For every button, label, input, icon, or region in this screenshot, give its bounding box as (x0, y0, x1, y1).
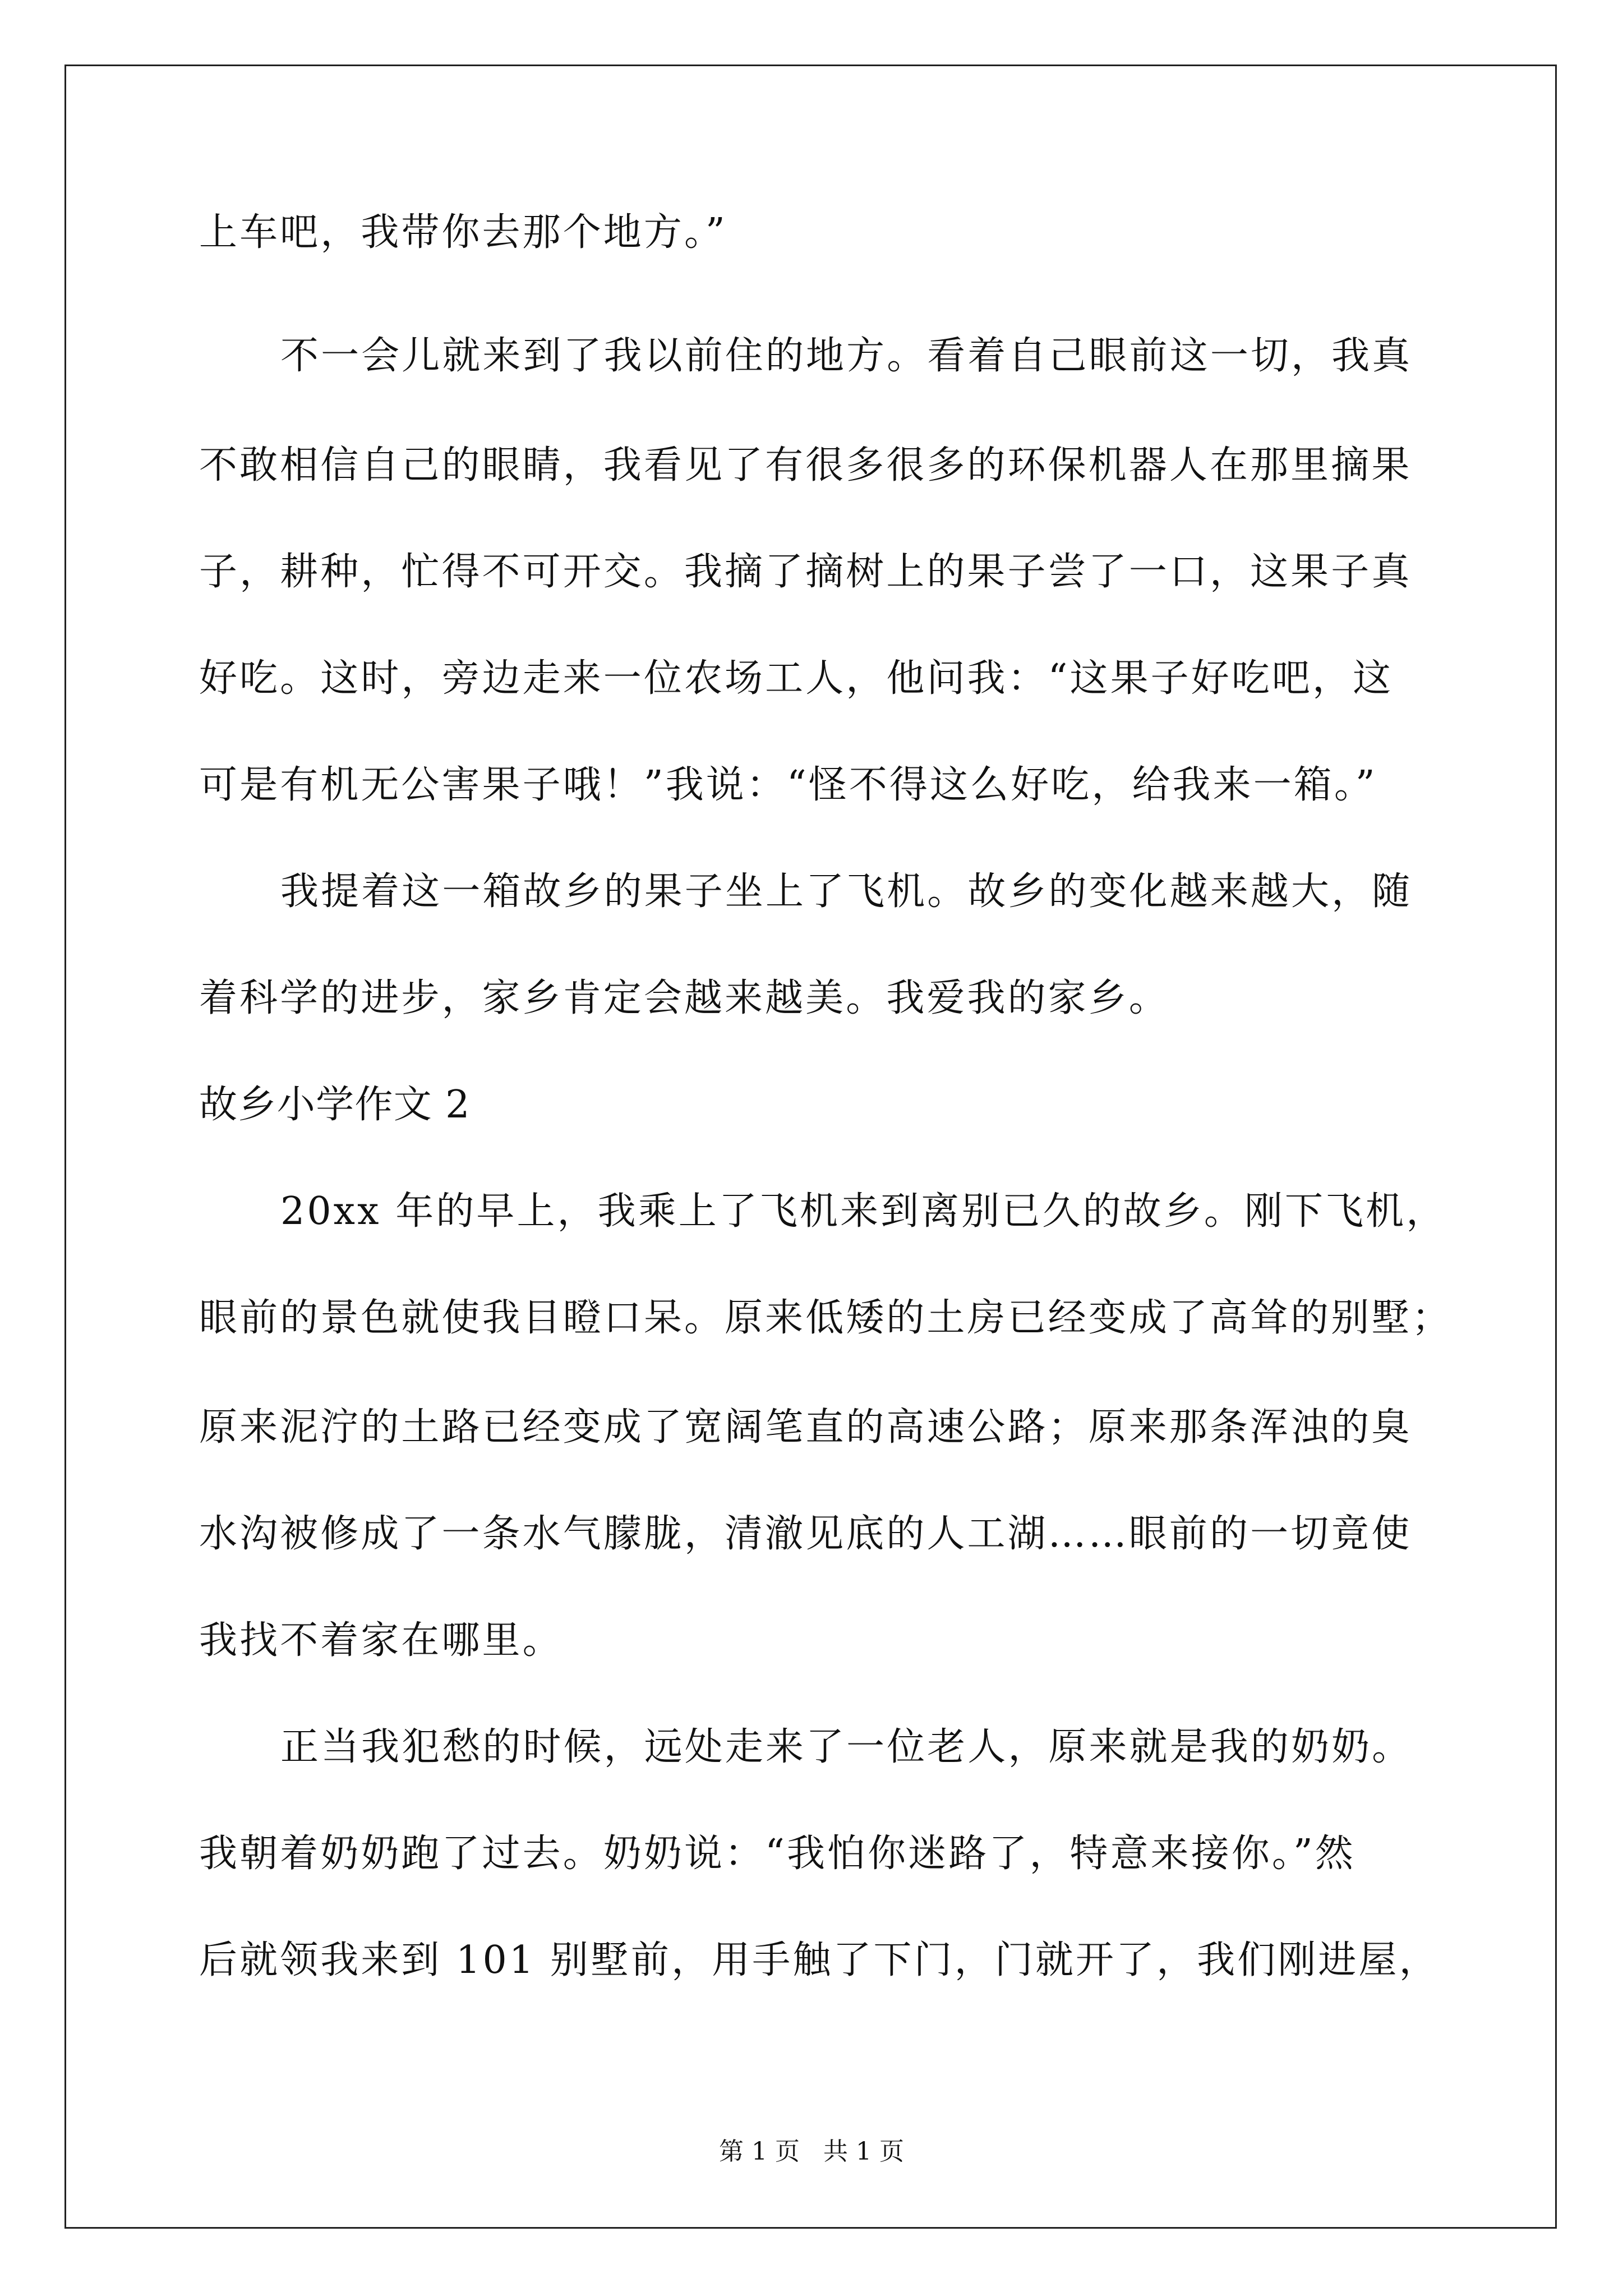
paragraph-line: 我提着这一箱故乡的果子坐上了飞机。故乡的变化越来越大，随 (280, 869, 1413, 914)
section-heading: 故乡小学作文 2 (199, 1083, 471, 1127)
paragraph-line: 着科学的进步，家乡肯定会越来越美。我爱我的家乡。 (199, 976, 1169, 1020)
paragraph-line: 我找不着家在哪里。 (199, 1618, 563, 1663)
paragraph-line: 眼前的景色就使我目瞪口呆。原来低矮的土房已经变成了高耸的别墅； (199, 1296, 1453, 1340)
paragraph-line: 水沟被修成了一条水气朦胧，清澈见底的人工湖……眼前的一切竟使 (199, 1512, 1412, 1556)
paragraph-line: 20xx 年的早上，我乘上了飞机来到离别已久的故乡。刚下飞机， (280, 1189, 1447, 1234)
paragraph-line: 不敢相信自己的眼睛，我看见了有很多很多的环保机器人在那里摘果 (199, 443, 1412, 487)
paragraph-line: 好吃。这时，旁边走来一位农场工人，他问我：“这果子好吃吧，这 (199, 656, 1394, 701)
page-footer: 第 1 页 共 1 页 (719, 2137, 904, 2166)
page-border (64, 65, 1557, 2229)
paragraph-line: 不一会儿就来到了我以前住的地方。看着自己眼前这一切，我真 (280, 334, 1413, 378)
paragraph-line: 可是有机无公害果子哦！”我说：“怪不得这么好吃，给我来一箱。” (199, 763, 1377, 807)
paragraph-line: 后就领我来到 101 别墅前，用手触了下门，门就开了，我们刚进屋， (199, 1938, 1440, 1982)
paragraph-line: 子，耕种，忙得不可开交。我摘了摘树上的果子尝了一口，这果子真 (199, 550, 1412, 594)
paragraph-line: 我朝着奶奶跑了过去。奶奶说：“我怕你迷路了，特意来接你。”然 (199, 1832, 1355, 1876)
paragraph-line: 上车吧，我带你去那个地方。” (199, 210, 727, 255)
paragraph-line: 正当我犯愁的时候，远处走来了一位老人，原来就是我的奶奶。 (280, 1725, 1413, 1769)
paragraph-line: 原来泥泞的土路已经变成了宽阔笔直的高速公路；原来那条浑浊的臭 (199, 1405, 1412, 1450)
